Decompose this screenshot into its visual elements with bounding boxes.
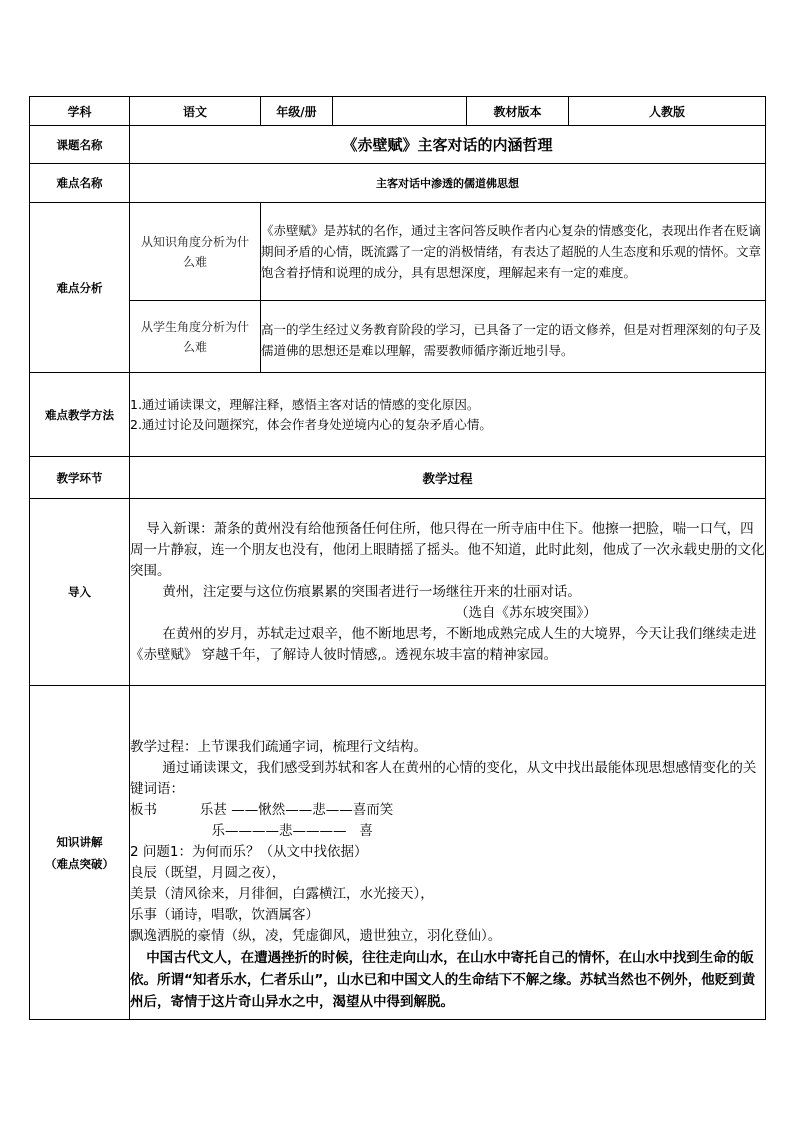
answer-line-1: 良辰（既望，月圆之夜）， <box>130 864 286 881</box>
intro-row <box>30 499 766 686</box>
method-row <box>30 373 766 457</box>
difficulty-value: 主客对话中渗透的儒道佛思想 <box>130 164 766 203</box>
topic-label: 课题名称 <box>30 126 130 164</box>
process-label: 教学过程 <box>130 457 766 499</box>
answer-line-2: 美景（清风徐来，月徘徊，白露横江，水光接天）， <box>130 885 434 902</box>
knowledge-content <box>130 686 766 1020</box>
intro-paragraph-1: 导入新课：萧条的黄州没有给他预备任何住所，他只得在一所寺庙中住下。他擦一把脸，喘一口气，四周一片静寂，连一个朋友也没有，他闭上眼睛摇了摇头。他不知道，此时此刻，他成了一次永载史册的文化突围。 <box>130 520 765 579</box>
knowledge-row <box>30 686 766 1020</box>
process-step-label: 教学环节 <box>30 457 130 499</box>
method-item-1: 1.通过诵读课文，理解注释，感悟主客对话的情感的变化原因。 <box>130 396 480 412</box>
subject-value: 语文 <box>130 97 261 126</box>
grade-label: 年级/册 <box>261 97 333 126</box>
intro-content <box>130 499 766 686</box>
process-header-row <box>30 457 766 499</box>
board-line-2: 乐————悲———— 喜 <box>130 822 373 839</box>
lesson-plan-table <box>29 96 766 1020</box>
intro-label: 导入 <box>30 499 130 686</box>
intro-paragraph-2: 黄州，注定要与这位伤痕累累的突围者进行一场继往开来的壮丽对话。 <box>162 583 581 600</box>
header-row <box>30 97 766 126</box>
intro-source: （选自《苏东坡突围》） <box>455 604 597 621</box>
student-angle-label: 从学生角度分析为什么难 <box>130 301 261 373</box>
answer-line-3: 乐事（诵诗，唱歌，饮酒属客） <box>130 906 319 923</box>
knowledge-paragraph-1: 教学过程：上节课我们疏通字词，梳理行文结构。 <box>130 738 427 755</box>
subject-label: 学科 <box>30 97 130 126</box>
method-label: 难点教学方法 <box>30 373 130 457</box>
analysis-row-knowledge <box>30 203 766 301</box>
topic-row <box>30 126 766 164</box>
student-angle-text: 高一的学生经过义务教育阶段的学习，已具备了一定的语文修养，但是对哲理深刻的句子及儒道佛的思想还是难以理解，需要教师循序渐近地引导。 <box>261 301 766 373</box>
intro-paragraph-3: 在黄州的岁月，苏轼走过艰辛，他不断地思考，不断地成熟完成人生的大境界，今天让我们继续走进《赤壁赋》 穿越千年，了解诗人彼时情感,。透视东坡丰富的精神家园。 <box>130 625 757 663</box>
difficulty-label: 难点名称 <box>30 164 130 203</box>
board-line-1: 板书 乐甚 ——愀然——悲——喜而笑 <box>130 801 394 818</box>
analysis-row-student <box>30 301 766 373</box>
question-1: 2 问题1：为何而乐？（从文中找依据） <box>130 843 368 860</box>
edition-value: 人教版 <box>569 97 766 126</box>
knowledge-label-line-2: （难点突破） <box>45 856 114 871</box>
knowledge-paragraph-2: 通过诵读课文，我们感受到苏轼和客人在黄州的心情的变化，从文中找出最能体现思想感情变化的关键词语： <box>130 759 757 797</box>
topic-value: 《赤壁赋》主客对话的内涵哲理 <box>130 126 766 164</box>
method-content <box>130 373 766 457</box>
knowledge-bold-paragraph: 中国古代文人，在遭遇挫折的时候，往往走向山水，在山水中寄托自己的情怀，在山水中找到生命的皈依。所谓“知者乐水，仁者乐山”，山水已和中国文人的生命结下不解之缘。苏轼当然也不例外，他贬到黄州后，寄情于这片奇山异水之中，渴望从中得到解脱。 <box>130 949 756 1010</box>
answer-line-4: 飘逸洒脱的豪情（纵，凌，凭虚御风，遗世独立，羽化登仙）。 <box>130 927 502 944</box>
knowledge-angle-label: 从知识角度分析为什么难 <box>130 203 261 301</box>
knowledge-label <box>30 686 130 1020</box>
method-item-2: 2.通过讨论及问题探究，体会作者身处逆境内心的复杂矛盾心情。 <box>130 416 492 432</box>
knowledge-angle-text: 《赤壁赋》是苏轼的名作，通过主客问答反映作者内心复杂的情感变化，表现出作者在贬谪期间矛盾的心情，既流露了一定的消极情绪，有表达了超脱的人生态度和乐观的情怀。文章饱含着抒情和说理的成分，具有思想深度，理解起来有一定的难度。 <box>261 203 766 301</box>
difficulty-row <box>30 164 766 203</box>
edition-label: 教材版本 <box>467 97 569 126</box>
grade-value <box>333 97 467 126</box>
analysis-label: 难点分析 <box>30 203 130 373</box>
knowledge-label-line-1: 知识讲解 <box>56 834 103 849</box>
